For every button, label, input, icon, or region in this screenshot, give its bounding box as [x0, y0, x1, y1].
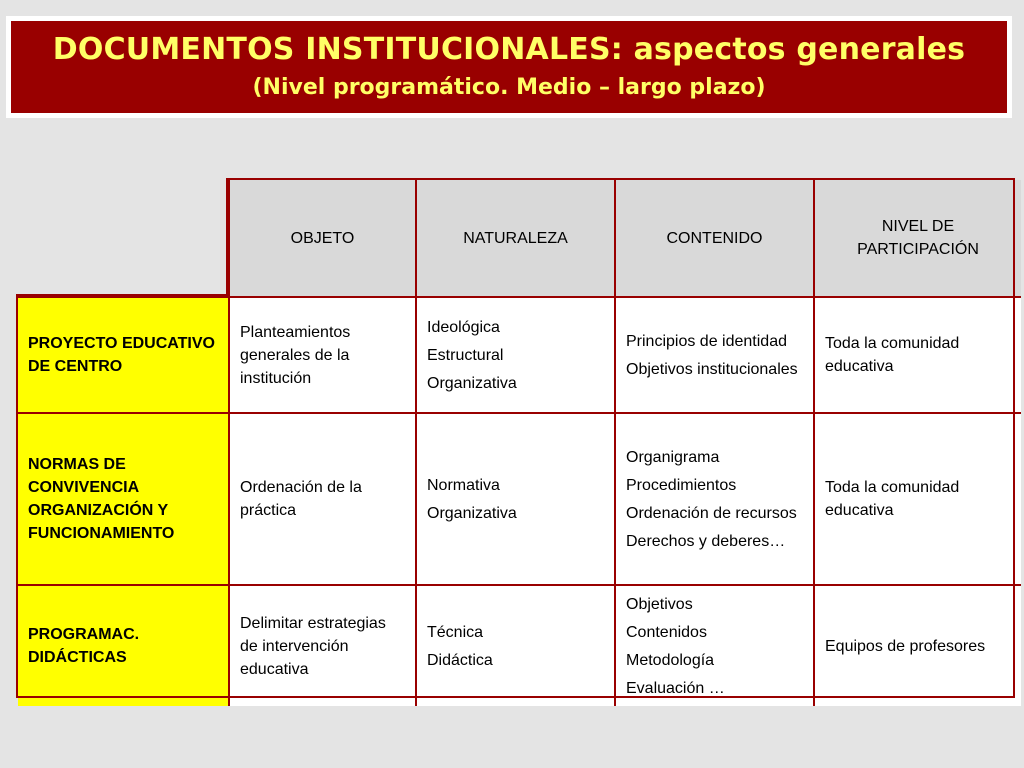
cell-line: Didáctica: [427, 651, 493, 669]
table-corner: [18, 180, 228, 296]
slide-title: DOCUMENTOS INSTITUCIONALES: aspectos generales: [52, 32, 966, 67]
cell-line: Organizativa: [427, 374, 517, 392]
cell-line: Procedimientos: [626, 476, 737, 494]
slide-subtitle: (Nivel programático. Medio – largo plazo): [252, 75, 766, 100]
title-banner-frame: [6, 16, 1012, 118]
column-header-nivel-participacion: NIVEL DE PARTICIPACIÓN: [815, 180, 1021, 296]
cell-line: Ideológica: [427, 318, 500, 336]
column-header-naturaleza: NATURALEZA: [417, 180, 614, 296]
cell-line: Ordenación de recursos: [626, 504, 797, 522]
cell-line: Contenidos: [626, 623, 707, 641]
cell-participacion: [815, 414, 1021, 584]
cell-participacion: [815, 298, 1021, 412]
table-border-bottom: [16, 696, 1015, 698]
cell-line: Ordenación de la práctica: [240, 479, 362, 519]
cell-objeto: [230, 414, 415, 584]
cell-line: Objetivos institucionales: [626, 360, 798, 378]
header-border-left: [226, 178, 228, 296]
cell-line: Toda la comunidad educativa: [825, 335, 960, 375]
cell-line: Delimitar estrategias de intervención educativa: [240, 614, 386, 678]
cell-contenido: [616, 414, 813, 584]
cell-line: Equipos de profesores: [825, 637, 986, 655]
column-header-objeto: OBJETO: [230, 180, 415, 296]
cell-naturaleza: [417, 586, 614, 706]
cell-line: Técnica: [427, 623, 484, 641]
cell-contenido: [616, 298, 813, 412]
documents-table: [18, 180, 1021, 706]
row-label-proyecto-educativo: PROYECTO EDUCATIVO DE CENTRO: [18, 298, 228, 412]
cell-contenido: [616, 586, 813, 706]
table-border-top: [226, 178, 1015, 180]
cell-objeto: [230, 586, 415, 706]
cell-line: Toda la comunidad educativa: [825, 479, 960, 519]
cell-line: Normativa: [427, 476, 500, 494]
cell-line: Planteamientos generales de la institución: [240, 323, 351, 387]
table-border-left: [16, 294, 18, 698]
cell-naturaleza: [417, 298, 614, 412]
row-label-programaciones-didacticas: PROGRAMAC. DIDÁCTICAS: [18, 586, 228, 706]
cell-line: Objetivos: [626, 595, 693, 613]
cell-line: Evaluación …: [626, 679, 725, 697]
table-border-right: [1013, 178, 1015, 698]
cell-line: Principios de identidad: [626, 332, 787, 350]
cell-line: Estructural: [427, 346, 504, 364]
cell-line: Organigrama: [626, 448, 720, 466]
cell-naturaleza: [417, 414, 614, 584]
title-banner: [11, 21, 1007, 113]
column-header-contenido: CONTENIDO: [616, 180, 813, 296]
cell-line: Metodología: [626, 651, 715, 669]
cell-participacion: [815, 586, 1021, 706]
row-label-normas-convivencia: NORMAS DE CONVIVENCIA ORGANIZACIÓN Y FUNCIONAMIENTO: [18, 414, 228, 584]
cell-line: Derechos y deberes…: [626, 532, 786, 550]
cell-objeto: [230, 298, 415, 412]
row-label-border-top: [16, 294, 228, 296]
cell-line: Organizativa: [427, 504, 517, 522]
